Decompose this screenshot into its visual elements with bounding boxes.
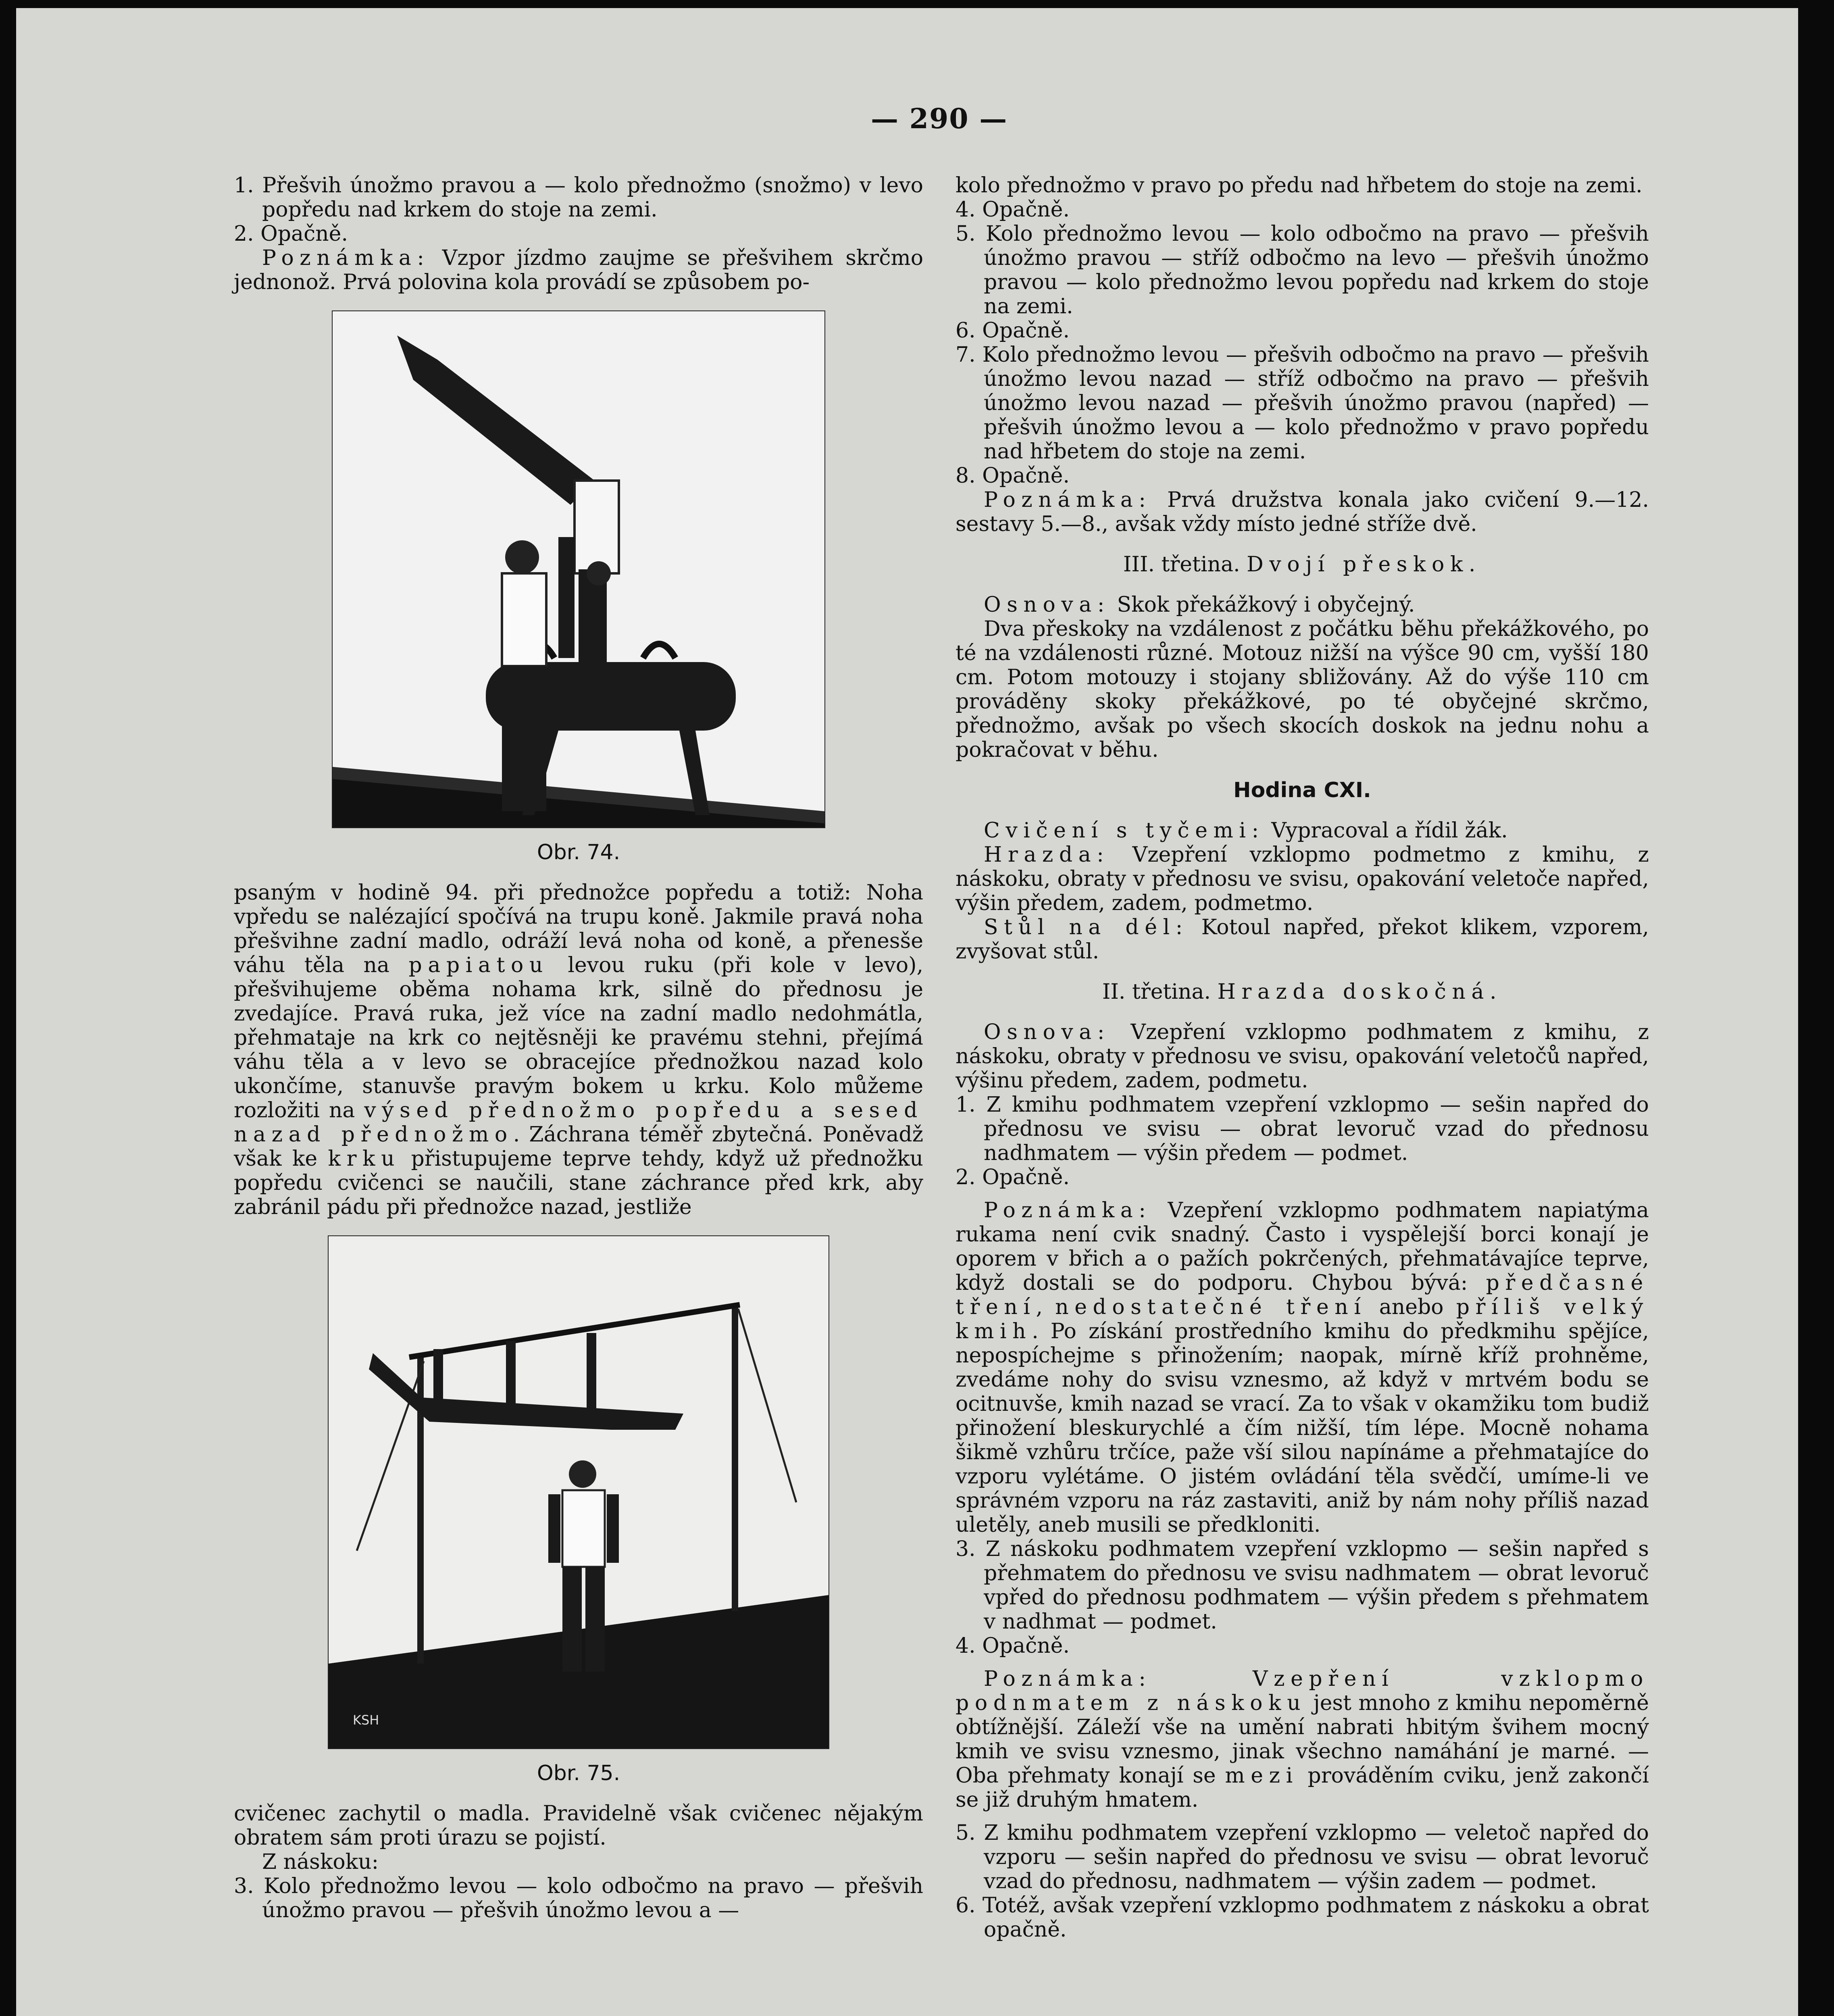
figure-caption: Obr. 74. xyxy=(537,840,620,864)
figure-caption: Obr. 75. xyxy=(537,1761,620,1785)
exercise-item: 5. Z kmihu podhmatem vzepření vzklopmo — veletoč napřed do vzporu — sešin napřed do přednosu ve svisu — obrat levoruč vzad do přednosu, nadhmatem — výšin zadem — podmet. xyxy=(956,1821,1649,1893)
text-segment: anebo xyxy=(1366,1295,1456,1319)
note-text: Vzpor jízdmo zaujme se přešvihem skrčmo jednonož. Prvá polovina kola provádí se způsobem po- xyxy=(234,246,923,294)
exercise-item: 7. Kolo přednožmo levou — přešvih odbočmo na pravo — přešvih únožmo levou nazad — stříž odbočmo na pravo — přešvih únožmo levou nazad — přešvih únožmo pravou (napřed) — přešvih únožmo levou a — kolo přednožmo v pravo popředu nad hřbetem do stoje na zemi. xyxy=(956,343,1649,464)
text-segment: levou ruku (při kole v levo), přešvihujeme oběma nohama krk, silně do přednosu je zvedajíce. Pravá ruka, jež více na zadní madlo nedohmátla, přehmataje na krk co nejtěsněji ke pravému stehni, přejímá váhu těla a v levo se obracejíce přednožkou nazad kolo ukončíme, stanuvše pravým bokem u krku. Kolo můžeme rozložiti na xyxy=(234,953,923,1123)
paragraph-cviceni xyxy=(956,818,1649,843)
note-label: Poznámka: xyxy=(984,1198,1152,1223)
spaced-term: mezi xyxy=(1225,1764,1299,1788)
section-title: II. třetina. xyxy=(1102,980,1211,1004)
left-column xyxy=(234,173,923,1922)
note-label: Poznámka: xyxy=(984,1667,1152,1691)
lesson-heading: Hodina CXI. xyxy=(1233,778,1371,802)
paragraph-stul xyxy=(956,915,1649,964)
page-number: — 290 — xyxy=(871,103,1008,135)
paragraph-vault: Dva přeskoky na vzdálenost z počátku běhu překážkového, po té na vzdálenosti různé. Motouz nižší na výšce 90 cm, vyšší 180 cm. Potom motouzy i stojany sbližovány. Až do výše 110 cm prováděny skoky překážkové, po té obyčejné skrčmo, přednožmo, avšak po všech skocích doskok na jednu nohu a pokračovat v běhu. xyxy=(956,617,1649,762)
note-label: Poznámka: xyxy=(984,488,1152,512)
spaced-term: příliš velký kmih xyxy=(956,1295,1649,1343)
section-name: Dvojí přeskok. xyxy=(1247,552,1482,577)
label: Hrazda: xyxy=(984,843,1110,867)
paragraph-hrazda xyxy=(956,843,1649,915)
photo-pommel-horse xyxy=(332,310,825,828)
section-heading xyxy=(956,552,1649,577)
note-paragraph xyxy=(956,488,1649,536)
exercise-item: 2. Opačně. xyxy=(956,1165,1070,1189)
text-segment: psaným v hodině 94. při přednožce popředu a totiž: Noha vpředu se nalézající spočívá na trupu koně. Jakmile pravá noha přešvihne zadní madlo, odráží levá noha od koně, a přenesše váhu těla na xyxy=(234,881,923,977)
note-text: Prvá družstva konala jako cvičení 9.—12. sestavy 5.—8., avšak vždy místo jedné stříže dvě. xyxy=(956,488,1649,536)
heading-from-jump: Z náskoku: xyxy=(262,1850,379,1874)
exercise-item: 6. Totéž, avšak vzepření vzklopmo podhmatem z náskoku a obrat opačně. xyxy=(956,1893,1649,1942)
exercise-item: 4. Opačně. xyxy=(956,1634,1070,1658)
text: Vypracoval a řídil žák. xyxy=(1271,818,1508,843)
figure-75 xyxy=(234,1235,923,1785)
osnova-paragraph xyxy=(956,593,1649,617)
text-segment: přistupujeme teprve tehdy, když už přednožku popředu cvičenci se naučili, stane záchrance před krk, aby zabránil pádu při přednožce nazad, jestliže xyxy=(234,1147,924,1219)
paragraph-safety: cvičenec zachytil o madla. Pravidelně však cvičenec nějakým obratem sám proti úrazu se pojistí. xyxy=(234,1801,923,1850)
osnova-label: Osnova: xyxy=(984,593,1110,617)
osnova-text: Skok překážkový i obyčejný. xyxy=(1117,593,1415,617)
osnova-label: Osnova: xyxy=(984,1020,1110,1044)
spaced-term: předčasné tření xyxy=(956,1271,1649,1319)
text-segment: . Po získání prostředního kmihu do předkmihu spějíce, nepospíchejme s přinožením; naopak, mírně kříž prohněme, zvedáme nohy do svisu vznesmo, až když v mrtvém bodu se ocitnuvše, kmih nazad se vrací. Za to však v okamžiku tom budiž přinožení bleskurychlé a čím nižší, tím lépe. Mocně nohama šikmě vzhůru trčíce, paže vší silou napínáme a přehmatajíce do vzporu vylétáme. O jistém ovládání těla svědčí, umíme-li ve správném vzporu na ráz zastaviti, aniž by nám nohy příliš nazad uletěly, aneb musili se předkloniti. xyxy=(956,1319,1649,1537)
exercise-item: 8. Opačně. xyxy=(956,464,1070,488)
text: Vzepření vzklopmo podmetmo z kmihu, z náskoku, obraty v přednosu ve svisu, opakování veletoče napřed, výšin předem, zadem, podmetmo. xyxy=(956,843,1649,915)
section-heading xyxy=(956,980,1649,1004)
paragraph-technique xyxy=(234,881,923,1219)
osnova-paragraph xyxy=(956,1020,1649,1093)
note-paragraph xyxy=(234,246,923,294)
spaced-term: krku xyxy=(328,1147,401,1171)
osnova-text: Vzepření vzklopmo podhmatem z kmihu, z náskoku, obraty v přednosu ve svisu, opakování veletočů napřed, výšinu předem, zadem, podmetu. xyxy=(956,1020,1649,1093)
label: Cvičení s tyčemi: xyxy=(984,818,1265,843)
section-name: Hrazda doskočná. xyxy=(1217,980,1503,1004)
label: Stůl na dél: xyxy=(984,915,1189,939)
exercise-item: 6. Opačně. xyxy=(956,319,1070,343)
exercise-item: 1. Z kmihu podhmatem vzepření vzklopmo — sešin napřed do přednosu ve svisu — obrat levoruč vzad do přednosu nadhmatem — výšin předem — podmet. xyxy=(956,1093,1649,1165)
text-segment: prováděním cviku, jenž zakončí se již druhým hmatem. xyxy=(956,1764,1649,1812)
exercise-item: 2. Opačně. xyxy=(234,222,348,246)
text-segment: Vzepření vzklopmo podhmatem napiatýma rukama není cvik snadný. Často i vyspělejší borci konají je oporem v břich a o pažích pokrčených, přehmatávajíce teprve, když dostali se do podporu. Chybou bývá: xyxy=(956,1198,1649,1295)
spaced-term: Vzepření vzklopmo podnmatem z náskoku xyxy=(956,1667,1649,1715)
spaced-term: papiatou xyxy=(408,953,549,977)
figure-74 xyxy=(234,310,923,864)
photo-horizontal-bar xyxy=(328,1235,829,1749)
note-label: Poznámka: xyxy=(262,246,430,270)
text-segment: , xyxy=(1036,1295,1055,1319)
section-title: III. třetina. xyxy=(1123,552,1240,577)
note-paragraph xyxy=(956,1198,1649,1537)
exercise-item: 4. Opačně. xyxy=(956,198,1070,222)
spaced-term: výsed přednožmo popředu a sesed nazad přednožmo xyxy=(234,1098,923,1147)
photo-signature: KSH xyxy=(353,1712,379,1728)
exercise-continuation: kolo přednožmo v pravo po předu nad hřbetem do stoje na zemi. xyxy=(956,173,1642,198)
spaced-term: nedostatečné tření xyxy=(1055,1295,1367,1319)
text: Kotoul napřed, překot klikem, vzporem, zvyšovat stůl. xyxy=(956,915,1649,964)
note-paragraph xyxy=(956,1667,1649,1812)
scanned-page xyxy=(16,8,1798,2016)
exercise-item: 3. Kolo přednožmo levou — kolo odbočmo na pravo — přešvih únožmo pravou — přešvih únožmo levou a — xyxy=(234,1874,923,1922)
exercise-item: 5. Kolo přednožmo levou — kolo odbočmo na pravo — přešvih únožmo pravou — stříž odbočmo na levo — přešvih únožmo pravou — kolo přednožmo levou popředu nad krkem do stoje na zemi. xyxy=(956,222,1649,319)
exercise-item: 1. Přešvih únožmo pravou a — kolo přednožmo (snožmo) v levo popředu nad krkem do stoje na zemi. xyxy=(234,173,923,222)
text-segment: jest mnoho z kmihu nepoměrně obtížnější. Záleží vše na umění nabrati hbitým švihem mocný kmih ve svisu vznesmo, jinak všechno namáhání je marné. — Oba přehmaty konají se xyxy=(956,1691,1649,1788)
exercise-item: 3. Z náskoku podhmatem vzepření vzklopmo — sešin napřed s přehmatem do přednosu ve svisu nadhmatem — obrat levoruč vpřed do přednosu podhmatem — výšin předem s přehmatem v nadhmat — podmet. xyxy=(956,1537,1649,1634)
right-column xyxy=(956,173,1649,1942)
text-segment: . Záchrana téměř zbytečná. Poněvadž však ke xyxy=(234,1123,923,1171)
